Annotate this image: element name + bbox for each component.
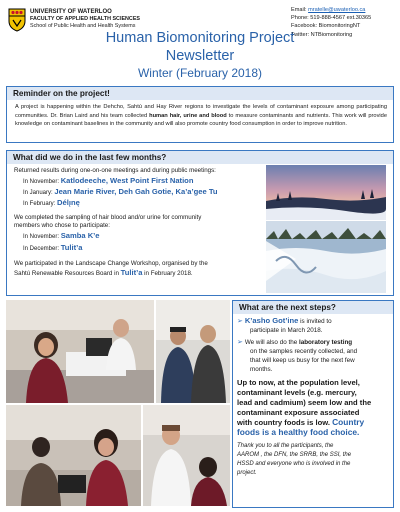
reminder-text-part1: A project is happening within the Dehcho, Sahtú and Hay River regions to investigate the levels of contaminant exposure among participating communities. Dr. Brian Laird and his team collected <box>15 104 387 119</box>
sampling-december-value: Tulit’a <box>60 243 83 252</box>
thanks-line4: project. <box>237 470 257 476</box>
lab-sampling-photo <box>143 405 230 506</box>
page-title: Human Biomonitoring Project <box>105 30 295 46</box>
reminder-text-part2: to measure contaminants and nutrients. This work will provide knowledge on contaminant baselines in the community and will also promote country food consumption in order to improve nutrition. <box>15 112 387 128</box>
next-item1-rest: is invited to <box>298 318 332 325</box>
next-item1-community: K’asho Got’ine <box>244 316 299 325</box>
summary-line1: Up to now, at the population level, <box>237 378 360 387</box>
next-item2-a: We will also do the <box>244 339 299 346</box>
email-link[interactable]: mratelle@uwaterloo.ca <box>308 7 366 13</box>
next-item2-line2: on the samples recently collected, and <box>250 348 358 355</box>
activities-heading: What did we do in the last few months? <box>7 151 393 164</box>
thanks-line2: AAROM , the DFN, the SRRB, the SSI, the <box>237 452 352 458</box>
results-january-label: In January: <box>23 190 55 196</box>
workshop-line1: We participated in the Landscape Change Workshop, organised by the <box>14 260 208 267</box>
summary-line3: lead and cadmium) seem low and the <box>237 398 372 407</box>
sampling-november <box>23 232 100 241</box>
next-steps-heading: What are the next steps? <box>233 301 393 314</box>
summary-line4: contaminant exposure associated <box>237 408 360 417</box>
summary-line2: contaminant levels (e.g. mercury, <box>237 388 357 397</box>
arrow-bullet-icon: ➢ <box>237 318 245 325</box>
summary-line5 <box>237 418 364 427</box>
contact-email-line <box>291 6 371 14</box>
sampling-november-label: In November: <box>23 234 61 240</box>
sampling-december <box>23 244 82 253</box>
results-intro: Returned results during one-on-one meetings and during public meetings: <box>14 167 216 174</box>
summary-line5b: Country <box>332 417 365 427</box>
contact-phone: Phone: 519-888-4567 ext.30365 <box>291 15 372 22</box>
workshop-line2a: Sahtú Renewable Resources Board in <box>14 270 121 277</box>
thanks-line3: HSSD and everyone who is involved in the <box>237 461 351 467</box>
summary-line6 <box>237 428 359 437</box>
results-february <box>23 199 80 208</box>
thanks-line1: Thank you to all the participants, the <box>237 443 334 449</box>
results-november-value: Katlodeeche, West Point First Nation <box>60 176 194 185</box>
sampling-line2: members who chose to participate: <box>14 222 110 229</box>
contact-twitter: Twitter: NTBiomonitoring <box>291 31 353 38</box>
sampling-november-value: Samba K’e <box>60 231 100 240</box>
next-item2-line1 <box>237 339 352 347</box>
results-february-label: In February: <box>23 201 58 207</box>
next-steps-box <box>232 300 394 508</box>
logo-school-name: School of Public Health and Health Systems <box>30 23 136 29</box>
workshop-line2c: in February 2018. <box>142 270 193 277</box>
reminder-text <box>15 103 387 129</box>
page-subtitle: Newsletter <box>165 48 235 64</box>
frozen-river-photo <box>266 221 386 293</box>
results-february-value: Délı̨nę <box>57 198 80 207</box>
next-item2-line4: months. <box>250 366 273 373</box>
community-meeting-photo <box>6 300 154 403</box>
workshop-community: Tulit’a <box>120 268 143 277</box>
logo-faculty-name: FACULTY OF APPLIED HEALTH SCIENCES <box>30 16 141 22</box>
summary-line5a: with country foods is low. <box>237 418 333 427</box>
sampling-line1: We completed the sampling of hair blood and/or urine for community <box>14 214 202 221</box>
email-label: Email: <box>291 7 309 13</box>
winter-sunset-photo <box>266 165 386 220</box>
university-shield-icon <box>8 8 26 32</box>
two-researchers-photo <box>156 300 230 403</box>
reminder-heading: Reminder on the project! <box>7 87 393 100</box>
results-november-label: In November: <box>23 179 61 185</box>
logo-university-name: UNIVERSITY OF WATERLOO <box>30 9 112 15</box>
workshop-line2 <box>14 269 193 278</box>
sampling-december-label: In December: <box>23 246 61 252</box>
next-item1-line1 <box>237 317 332 326</box>
reminder-box <box>6 86 394 143</box>
arrow-bullet-icon: ➢ <box>237 339 245 346</box>
results-january <box>23 188 218 197</box>
next-item1-line2: participate in March 2018. <box>250 327 323 334</box>
results-november <box>23 177 193 186</box>
tablet-survey-photo <box>6 405 141 506</box>
contact-facebook: Facebook: BiomonitoringNT <box>291 23 361 30</box>
next-item2-line3: that will keep us busy for the next few <box>250 357 355 364</box>
reminder-text-bold: human hair, urine and blood <box>149 112 227 119</box>
results-january-value: Jean Marie River, Deh Gah Gotie, Ka’a’gee Tu <box>54 187 218 196</box>
next-item2-bold: laboratory testing <box>298 339 353 346</box>
issue-date: Winter (February 2018) <box>137 66 263 80</box>
summary-line6-text: foods is a healthy food choice. <box>237 427 360 437</box>
